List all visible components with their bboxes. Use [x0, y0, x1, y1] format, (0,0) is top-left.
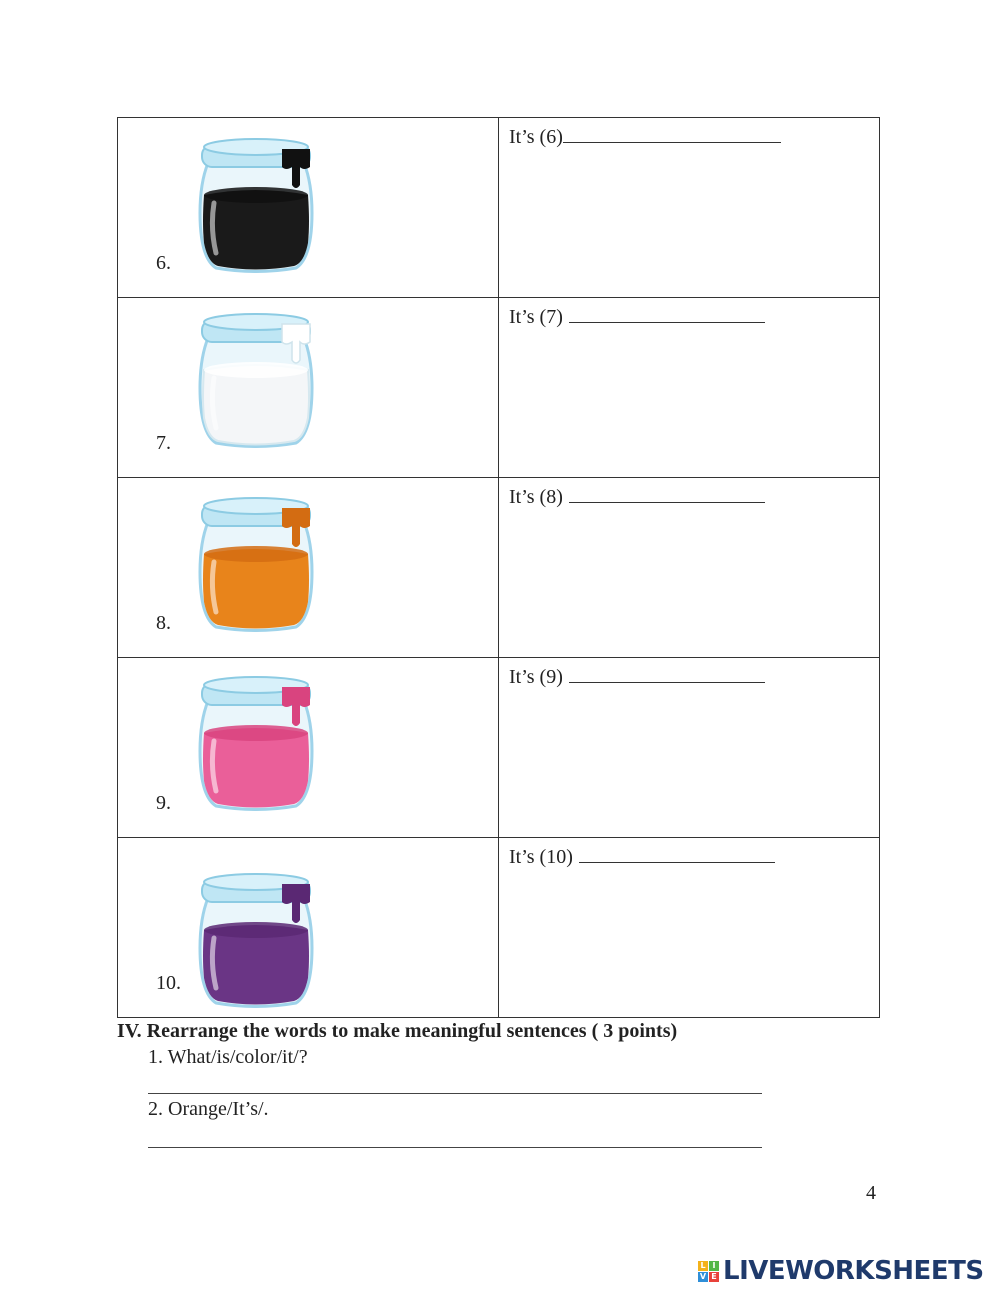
answer-cell: [499, 478, 880, 658]
paint-jar-icon: [186, 123, 326, 278]
table-row: [118, 658, 880, 838]
item-number: 10.: [156, 972, 181, 994]
table-row: [118, 298, 880, 478]
answer-blank[interactable]: [569, 304, 765, 323]
answer-cell: [499, 118, 880, 298]
answer-cell: [499, 658, 880, 838]
paint-jar-icon: [186, 298, 326, 453]
page-number: 4: [866, 1182, 876, 1204]
table-row: [118, 478, 880, 658]
answer-prompt: It’s (8): [509, 484, 765, 509]
item-number: 8.: [156, 612, 171, 634]
table-row: [118, 118, 880, 298]
paint-jar-icon: [186, 482, 326, 637]
item-number: 9.: [156, 792, 171, 814]
exercise-table: [117, 117, 880, 1018]
answer-blank[interactable]: [569, 664, 765, 683]
logo-text: LIVEWORKSHEETS: [723, 1256, 984, 1286]
answer-line[interactable]: [148, 1146, 762, 1148]
answer-prompt: It’s (7): [509, 304, 765, 329]
answer-prompt: It’s (9): [509, 664, 765, 689]
item-number: 7.: [156, 432, 171, 454]
logo-block: I: [709, 1261, 719, 1271]
logo-blocks: [698, 1261, 719, 1282]
image-cell: [118, 838, 499, 1018]
answer-cell: [499, 298, 880, 478]
answer-blank[interactable]: [579, 844, 775, 863]
table-row: [118, 838, 880, 1018]
logo-block: V: [699, 1271, 707, 1281]
answer-blank[interactable]: [563, 124, 781, 143]
liveworksheets-logo[interactable]: [698, 1255, 984, 1287]
paint-jar-icon: [186, 858, 326, 1013]
task-item: 2. Orange/It’s/.: [148, 1098, 269, 1120]
answer-prompt: It’s (6): [509, 124, 781, 149]
paint-jar-icon: [186, 661, 326, 816]
image-cell: [118, 478, 499, 658]
answer-line[interactable]: [148, 1092, 762, 1094]
logo-block: E: [709, 1272, 719, 1282]
image-cell: [118, 298, 499, 478]
image-cell: [118, 118, 499, 298]
answer-blank[interactable]: [569, 484, 765, 503]
task-item: 1. What/is/color/it/?: [148, 1046, 308, 1068]
logo-block: L: [698, 1261, 708, 1271]
answer-cell: [499, 838, 880, 1018]
item-number: 6.: [156, 252, 171, 274]
answer-prompt: It’s (10): [509, 844, 775, 869]
section-title: IV. Rearrange the words to make meaningful sentences ( 3 points): [117, 1020, 678, 1042]
image-cell: [118, 658, 499, 838]
